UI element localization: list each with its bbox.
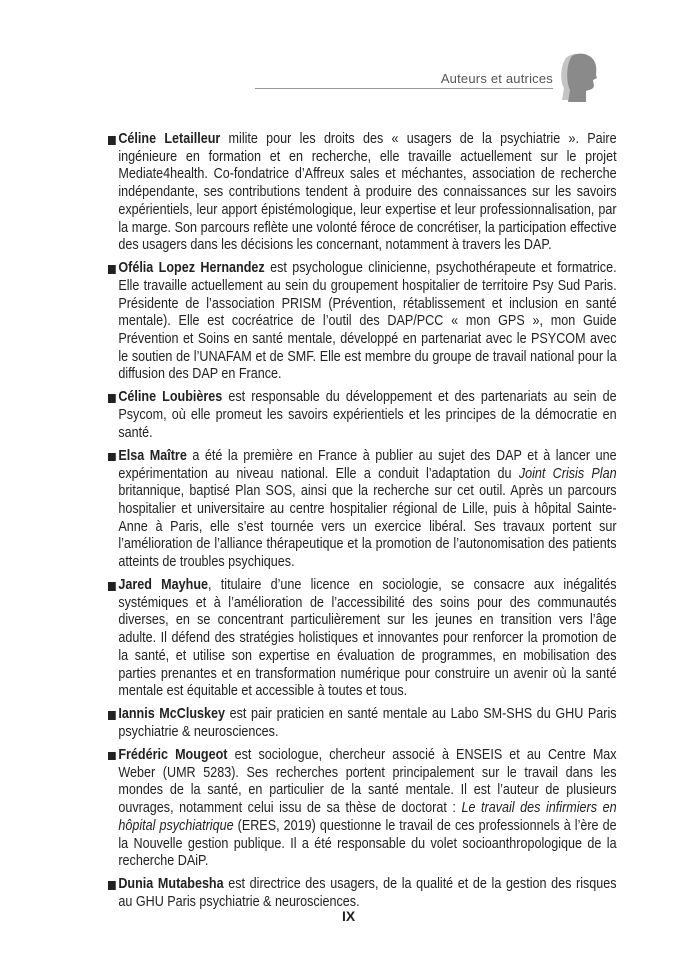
author-name: Céline Loubières bbox=[118, 389, 223, 406]
bullet-square-icon bbox=[108, 265, 115, 274]
author-entry bbox=[108, 876, 617, 911]
bullet-square-icon bbox=[108, 453, 115, 462]
author-bio: est psychologue clinicienne, psychothérapeute et formatrice. Elle travaille actuellement au sein du groupement hospitalier de territoire Psy Sud Paris. Présidente de l’association PRISM (Prévention, rétablissement et inclusion en santé mentale). Elle est cocréatrice de l’outil des DAP/PCC « mon GPS », mon Guide Prévention et Soins en santé mentale, développé en partenariat avec le PSYCOM avec le soutien de l’UNAFAM et de SMF. Elle est membre du groupe de travail national pour la diffusion des DAP en France. bbox=[118, 260, 617, 383]
author-entry bbox=[108, 577, 617, 701]
author-name: Iannis McCluskey bbox=[118, 706, 226, 723]
running-header-title: Auteurs et autrices bbox=[440, 71, 553, 86]
author-entry bbox=[108, 448, 617, 572]
bullet-square-icon bbox=[108, 881, 115, 890]
author-bio: est pair praticien en santé mentale au Labo SM-SHS du GHU Paris psychiatrie & neurosciences. bbox=[118, 706, 617, 740]
bullet-square-icon bbox=[108, 752, 115, 761]
author-bio: milite pour les droits des « usagers de la psychiatrie ». Paire ingénieure en formation et en recherche, elle travaille actuellement sur le projet Mediate4health. Co-fondatrice d’Affreux sales et méchantes, association de recherche indépendante, ses contributions tendent à produire des connaissances sur les savoirs expérientiels, leur apport épistémologique, leur expertise et leur professionnalisation, par la marge. Son parcours reflète une volonté féroce de concrétiser, la participation effective des usagers dans les décisions les concernant, notamment à travers les DAP. bbox=[118, 131, 617, 254]
author-entry bbox=[108, 260, 617, 384]
author-bio-cont: britannique, baptisé Plan SOS, ainsi que la recherche sur cet outil. Après un parcours hospitalier et universitaire au centre hospitalier régional de Lille, puis à hôpital Sainte-Anne à Paris, elle s’est tournée vers un exercice libéral. Ses travaux portent sur l’amélioration de l’alliance thérapeutique et la promotion de l’autonomisation des patients atteints de troubles psychiques. bbox=[118, 483, 617, 571]
author-entry bbox=[108, 131, 617, 255]
author-bio: est sociologue, chercheur associé à ENSEIS et au Centre Max Weber (UMR 5283). Ses recherches portent principalement sur le travail dans les mondes de la santé, en particulier de la santé mentale. Il est l’auteur de plusieurs ouvrages, notamment celui issu de sa thèse de doctorat : bbox=[118, 746, 617, 817]
author-entry bbox=[108, 389, 617, 442]
italic-title: Le travail des infirmiers en hôpital psychiatrique bbox=[118, 800, 617, 834]
bullet-square-icon bbox=[108, 394, 115, 403]
author-entry bbox=[108, 747, 617, 871]
italic-title: Joint Crisis Plan bbox=[518, 465, 617, 482]
bullet-square-icon bbox=[108, 582, 115, 591]
author-name: Céline Letailleur bbox=[118, 131, 221, 147]
header-rule bbox=[255, 88, 553, 89]
author-list bbox=[108, 131, 617, 917]
author-bio: est directrice des usagers, de la qualité et de la gestion des risques au GHU Paris psychiatrie & neurosciences. bbox=[118, 876, 617, 910]
author-bio: est responsable du développement et des partenariats au sein de Psycom, où elle promeut les savoirs expérientiels et les principes de la démocratie en santé. bbox=[118, 389, 617, 441]
bullet-square-icon bbox=[108, 711, 115, 720]
page-number: IX bbox=[342, 908, 356, 924]
bullet-square-icon bbox=[108, 136, 115, 145]
author-name: Jared Mayhue bbox=[118, 577, 209, 594]
author-bio: , titulaire d’une licence en sociologie, se consacre aux inégalités systémiques et à l’amélioration de l’accessibilité des soins pour des communautés diverses, en se concentrant particulièrement sur les jeunes en transition vers l’âge adulte. Il défend des stratégies holistiques et innovantes pour renforcer la promotion de la santé, et utilise son expertise en évaluation de programmes, en mobilisation des parties prenantes et en transformation numérique pour construire un avenir où la santé mentale est équitable et accessible à toutes et tous. bbox=[118, 577, 617, 700]
author-name: Dunia Mutabesha bbox=[118, 876, 224, 893]
author-name: Elsa Maître bbox=[118, 447, 187, 464]
author-entry bbox=[108, 706, 617, 741]
author-name: Ofélia Lopez Hernandez bbox=[118, 260, 265, 277]
head-profile-icon bbox=[558, 52, 598, 104]
author-bio-cont: (ERES, 2019) questionne le travail de ces professionnels à l’ère de la Nouvelle gestion publique. Il a été responsable du volet socioanthropologique de la recherche DAiP. bbox=[118, 817, 617, 870]
author-name: Frédéric Mougeot bbox=[118, 746, 228, 763]
author-bio: a été la première en France à publier au sujet des DAP et à lancer une expérimentation au niveau national. Elle a conduit l’adaptation du bbox=[118, 447, 617, 482]
